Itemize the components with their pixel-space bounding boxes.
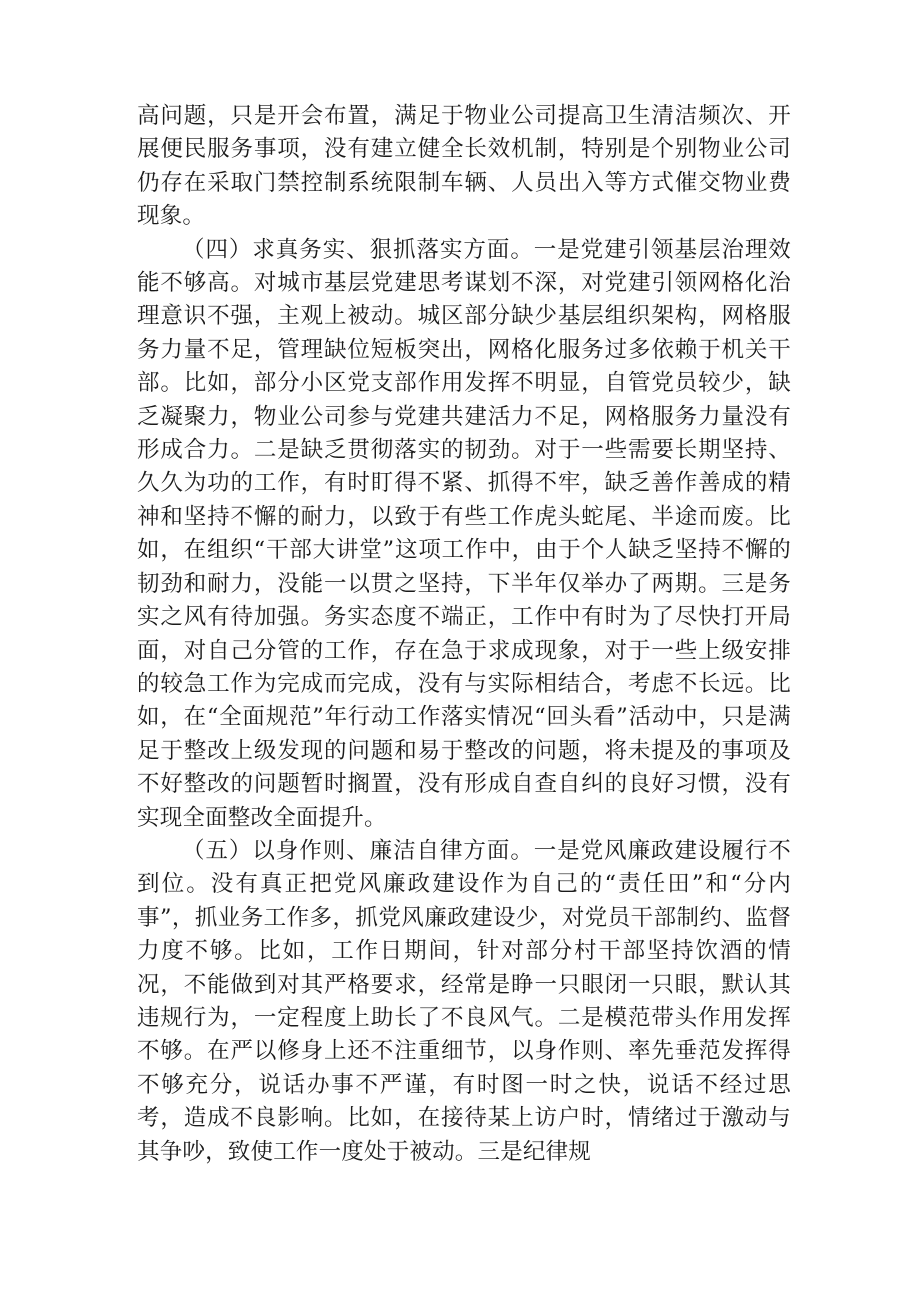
paragraph-section-five: （五）以身作则、廉洁自律方面。一是党风廉政建设履行不到位。没有真正把党风廉政建设作为自己的“责任田”和“分内事”，抓业务工作多，抓党风廉政建设少，对党员干部制约、监督力度不够。比如，工作日期间，针对部分村干部坚持饮酒的情况，不能做到对其严格要求，经常是睁一只眼闭一只眼，默认其违规行为，一定程度上助长了不良风气。二是模范带头作用发挥不够。在严以修身上还不注重细节，以身作则、率先垂范发挥得不够充分，说话办事不严谨，有时图一时之快，说话不经过思考，造成不良影响。比如，在接待某上访户时，情绪过于激动与其争吵，致使工作一度处于被动。三是纪律规: [137, 837, 791, 1165]
paragraph-section-four: （四）求真务实、狠抓落实方面。一是党建引领基层治理效能不够高。对城市基层党建思考谋划不深，对党建引领网格化治理意识不强，主观上被动。城区部分缺少基层组织架构，网格服务力量不足，管理缺位短板突出，网格化服务过多依赖于机关干部。比如，部分小区党支部作用发挥不明显，自管党员较少，缺乏凝聚力，物业公司参与党建共建活力不足，网格服务力量没有形成合力。二是缺乏贯彻落实的韧劲。对于一些需要长期坚持、久久为功的工作，有时盯得不紧、抓得不牢，缺乏善作善成的精神和坚持不懈的耐力，以致于有些工作虎头蛇尾、半途而废。比如，在组织“干部大讲堂”这项工作中，由于个人缺乏坚持不懈的韧劲和耐力，没能一以贯之坚持，下半年仅举办了两期。三是务实之风有待加强。务实态度不端正，工作中有时为了尽快打开局面，对自己分管的工作，存在急于求成现象，对于一些上级安排的较急工作为完成而完成，没有与实际相结合，考虑不长远。比如，在“全面规范”年行动工作落实情况“回头看”活动中，只是满足于整改上级发现的问题和易于整改的问题，将未提及的事项及不好整改的问题暂时搁置，没有形成自查自纠的良好习惯，没有实现全面整改全面提升。: [137, 236, 791, 831]
paragraph-continuation: 高问题，只是开会布置，满足于物业公司提高卫生清洁频次、开展便民服务事项，没有建立健全长效机制，特别是个别物业公司仍存在采取门禁控制系统限制车辆、人员出入等方式催交物业费现象。: [137, 103, 791, 230]
document-body: [137, 100, 791, 1169]
